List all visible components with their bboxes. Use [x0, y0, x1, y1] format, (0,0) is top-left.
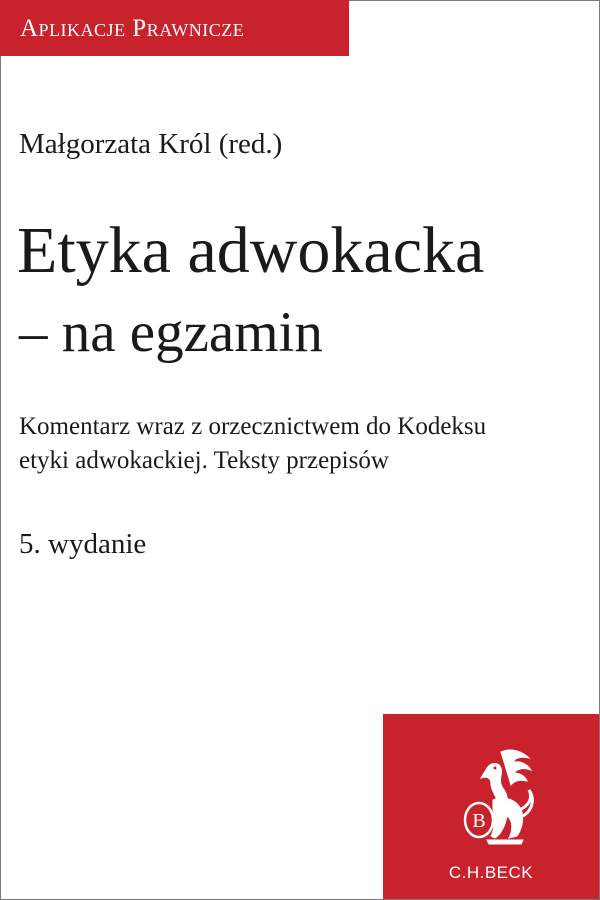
book-subtitle — [19, 410, 579, 478]
logo-letter: B — [472, 810, 486, 832]
publisher-box — [383, 714, 599, 899]
book-title-continuation: – na egzamin — [19, 301, 323, 364]
publisher-name: C.H.BECK — [448, 863, 534, 882]
subtitle-line-1: Komentarz wraz z orzecznictwem do Kodeksu — [19, 413, 487, 440]
subtitle-line-2: etyki adwokackiej. Teksty przepisów — [19, 447, 389, 474]
book-title: Etyka adwokacka — [17, 214, 485, 287]
series-band — [0, 0, 349, 56]
griffin-emblem-icon — [457, 744, 537, 856]
author-name: Małgorzata Król (red.) — [19, 128, 283, 160]
edition-label: 5. wydanie — [19, 528, 147, 560]
series-label: Aplikacje Prawnicze — [20, 15, 245, 42]
